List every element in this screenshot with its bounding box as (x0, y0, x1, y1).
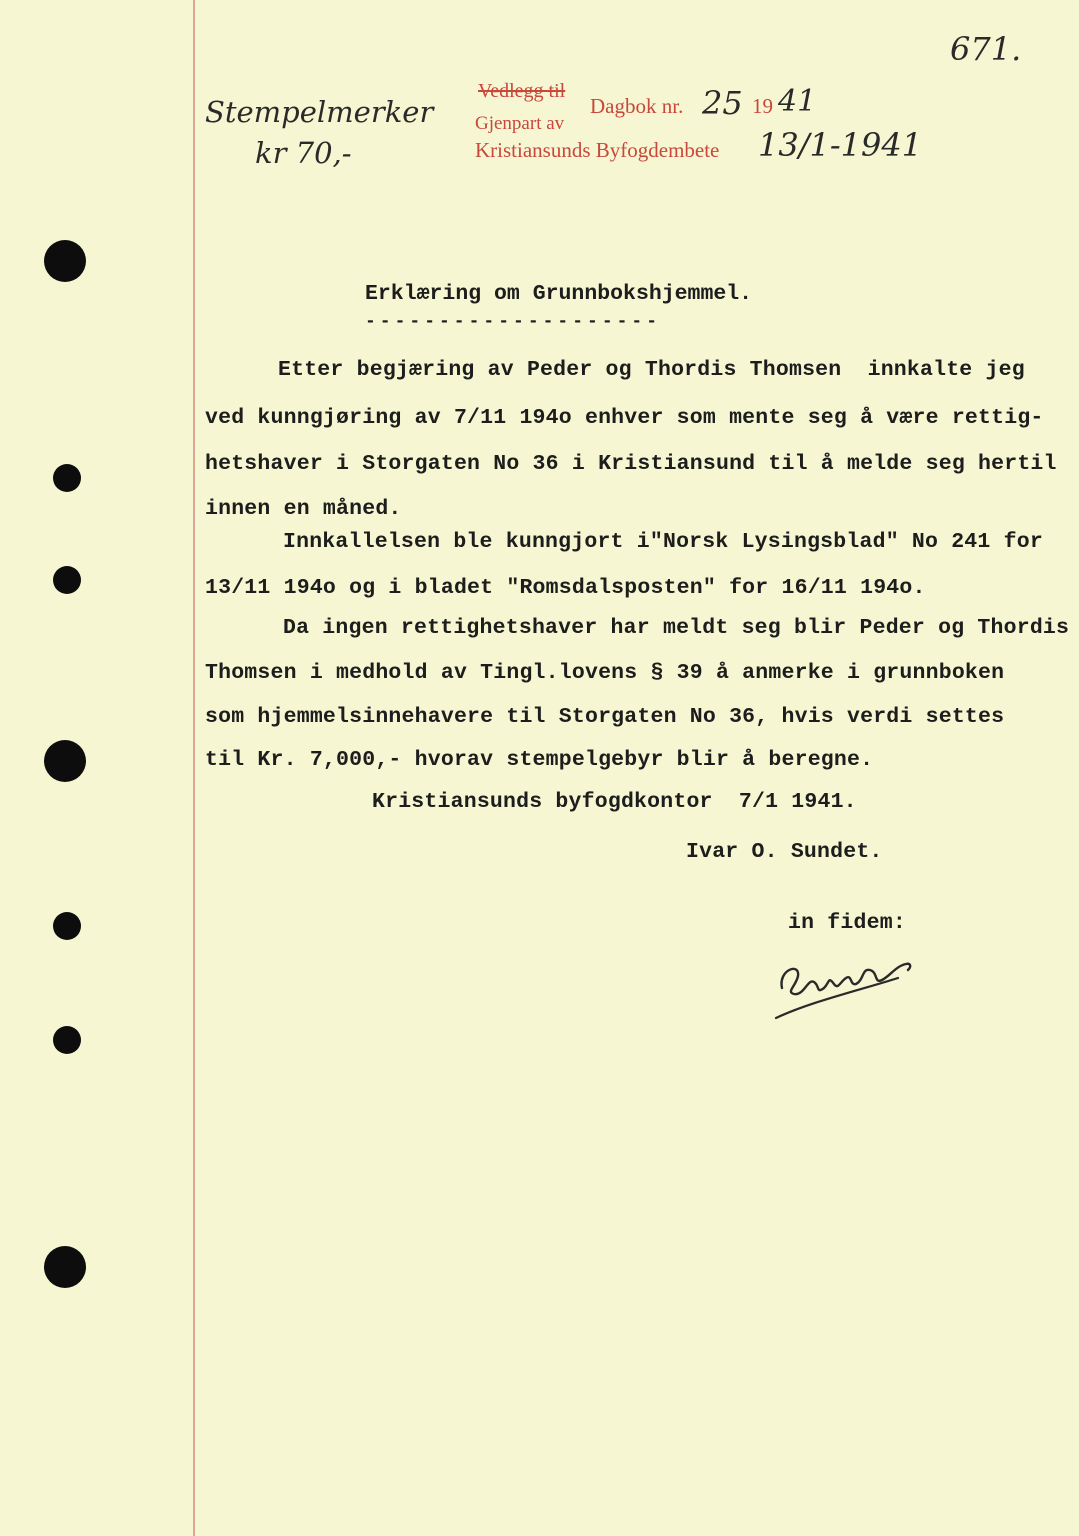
stamp-fee-line1: Stempelmerker (205, 95, 434, 129)
diary-number: 25 (702, 84, 743, 122)
body-line: ved kunngjøring av 7/11 194o enhver som mente seg å være rettig- (205, 406, 1044, 430)
body-line: Thomsen i medhold av Tingl.lovens § 39 å anmerke i grunnboken (205, 661, 1005, 685)
year-suffix: 41 (778, 84, 817, 119)
place-date-line: Kristiansunds byfogdkontor 7/1 1941. (372, 790, 857, 814)
stamp-diary-label: Dagbok nr. (590, 94, 684, 118)
title-underline: -------------------- (365, 312, 662, 332)
stamp-date: 13/1-1941 (758, 126, 923, 164)
body-line: 13/11 194o og i bladet "Romsdalsposten" for 16/11 194o. (205, 576, 926, 600)
document-title: Erklæring om Grunnbokshjemmel. (365, 282, 753, 306)
stamp-fee-line2: kr 70,- (255, 136, 352, 170)
in-fidem: in fidem: (788, 911, 906, 935)
body-line: Innkallelsen ble kunngjort i"Norsk Lysingsblad" No 241 for (283, 530, 1043, 554)
body-line: hetshaver i Storgaten No 36 i Kristiansund til å melde seg hertil (205, 452, 1057, 476)
page-number: 671. (950, 30, 1022, 68)
signatory-name: Ivar O. Sundet. (686, 840, 883, 864)
signature-image (770, 940, 920, 1030)
margin-rule (193, 0, 195, 1536)
punch-hole (44, 1246, 86, 1288)
body-line: som hjemmelsinnehavere til Storgaten No 36, hvis verdi settes (205, 705, 1005, 729)
stamp-office: Kristiansunds Byfogdembete (475, 138, 720, 162)
punch-hole (44, 740, 86, 782)
body-line: til Kr. 7,000,- hvorav stempelgebyr blir å beregne. (205, 748, 874, 772)
body-line: Da ingen rettighetshaver har meldt seg blir Peder og Thordis (283, 616, 1070, 640)
punch-hole (53, 566, 81, 594)
punch-hole (53, 912, 81, 940)
body-line: innen en måned. (205, 497, 402, 521)
punch-hole (44, 240, 86, 282)
stamp-year-prefix: 19 (752, 94, 773, 118)
punch-hole (53, 464, 81, 492)
stamp-copy-label: Gjenpart av (475, 113, 565, 134)
punch-hole (53, 1026, 81, 1054)
stamp-struck-label: Vedlegg til (478, 80, 566, 102)
body-line: Etter begjæring av Peder og Thordis Thomsen innkalte jeg (278, 358, 1025, 382)
